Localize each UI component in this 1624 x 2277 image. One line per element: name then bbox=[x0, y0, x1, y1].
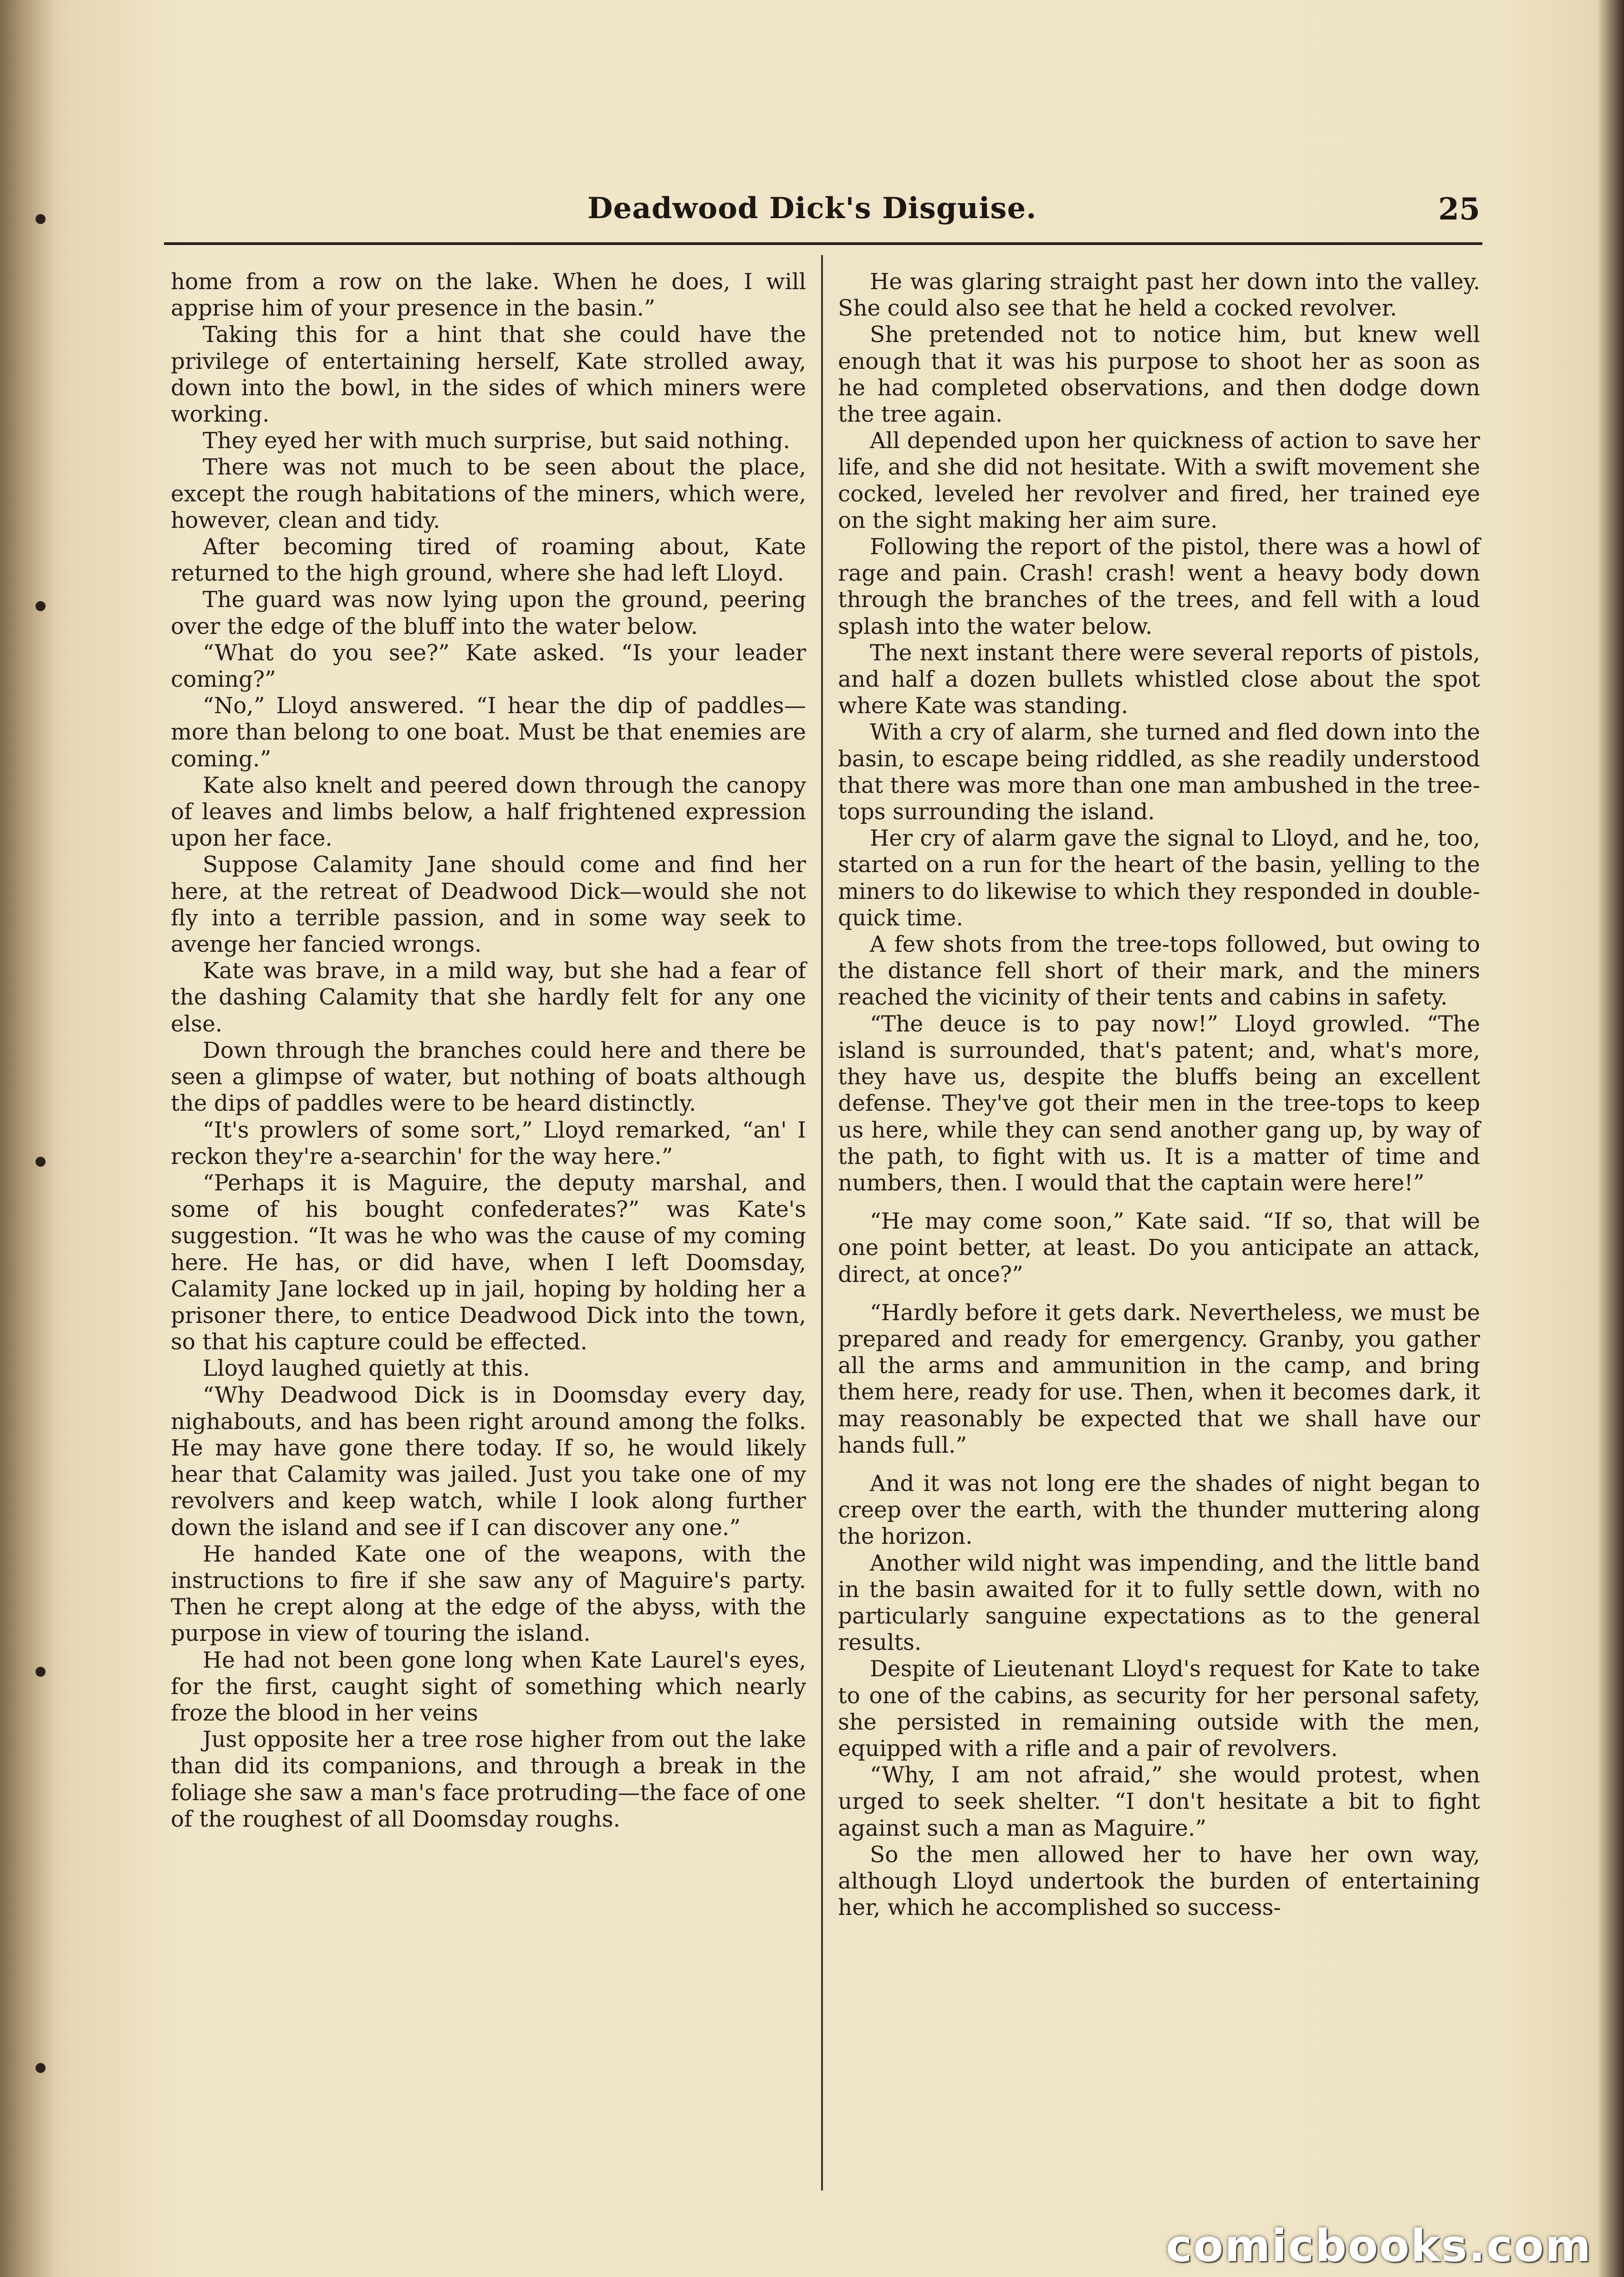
paragraph: “It's prowlers of some sort,” Lloyd remarked, “an' I reckon they're a-searchin' for the way here.” bbox=[171, 1117, 806, 1169]
paragraph: The guard was now lying upon the ground, peering over the edge of the bluff into the water below. bbox=[171, 587, 806, 639]
left-text-column bbox=[171, 269, 806, 1833]
paragraph: With a cry of alarm, she turned and fled down into the basin, to escape being riddled, as she readily understood that there was more than one man ambushed in the tree-tops surrounding the island. bbox=[838, 720, 1480, 825]
paragraph: “No,” Lloyd answered. “I hear the dip of paddles—more than belong to one boat. Must be that enemies are coming.” bbox=[171, 693, 806, 772]
paragraph: Taking this for a hint that she could have the privilege of entertaining herself, Kate strolled away, down into the bowl, in the sides of which miners were working. bbox=[171, 322, 806, 428]
page-edge-shadow bbox=[1597, 0, 1624, 2277]
header-rule bbox=[164, 242, 1482, 245]
paragraph: And it was not long ere the shades of night began to creep over the earth, with the thunder muttering along the horizon. bbox=[838, 1470, 1480, 1550]
paragraph: After becoming tired of roaming about, Kate returned to the high ground, where she had left Lloyd. bbox=[171, 534, 806, 587]
paragraph: There was not much to be seen about the place, except the rough habitations of the miners, which were, however, clean and tidy. bbox=[171, 454, 806, 533]
paragraph: “The deuce is to pay now!” Lloyd growled. “The island is surrounded, that's patent; and, what's more, they have us, despite the bluffs being an excellent defense. They've got their men in the tree-tops to keep us here, while they can send another gang up, by way of the path, to fight with us. It is a matter of time and numbers, then. I would that the captain were here!” bbox=[838, 1011, 1480, 1196]
binding-thread-mark bbox=[36, 601, 46, 611]
binding-thread-mark bbox=[36, 1667, 46, 1677]
paragraph: Down through the branches could here and there be seen a glimpse of water, but nothing of boats although the dips of paddles were to be heard distinctly. bbox=[171, 1037, 806, 1117]
paragraph: Suppose Calamity Jane should come and find her here, at the retreat of Deadwood Dick—would she not fly into a terrible passion, and in some way seek to avenge her fancied wrongs. bbox=[171, 852, 806, 958]
paragraph: “Perhaps it is Maguire, the deputy marshal, and some of his bought confederates?” was Kate's suggestion. “It was he who was the cause of my coming here. He has, or did have, when I left Doomsday, Calamity Jane locked up in jail, hoping by holding her a prisoner there, to entice Deadwood Dick into the town, so that his capture could be effected. bbox=[171, 1170, 806, 1355]
paragraph: Her cry of alarm gave the signal to Lloyd, and he, too, started on a run for the heart of the basin, yelling to the miners to do likewise to which they responded in double-quick time. bbox=[838, 826, 1480, 931]
paragraph: So the men allowed her to have her own way, although Lloyd undertook the burden of entertaining her, which he accomplished so success- bbox=[838, 1842, 1480, 1921]
paragraph: “Hardly before it gets dark. Nevertheless, we must be prepared and ready for emergency. Granby, you gather all the arms and ammunition in the camp, and bring them here, ready for use. Then, when it becomes dark, it may reasonably be expected that we shall have our hands full.” bbox=[838, 1300, 1480, 1458]
running-title: Deadwood Dick's Disguise. bbox=[587, 191, 1037, 225]
paragraph: “Why, I am not afraid,” she would protest, when urged to seek shelter. “I don't hesitate a bit to fight against such a man as Maguire.” bbox=[838, 1762, 1480, 1841]
paragraph: He had not been gone long when Kate Laurel's eyes, for the first, caught sight of something which nearly froze the blood in her veins bbox=[171, 1647, 806, 1726]
paragraph: Kate also knelt and peered down through the canopy of leaves and limbs below, a half frightened expression upon her face. bbox=[171, 772, 806, 852]
paragraph: He was glaring straight past her down into the valley. She could also see that he held a cocked revolver. bbox=[838, 269, 1480, 322]
paragraph: Following the report of the pistol, there was a howl of rage and pain. Crash! crash! went a heavy body down through the branches of the trees, and fell with a loud splash into the water below. bbox=[838, 534, 1480, 639]
paragraph: Another wild night was impending, and the little band in the basin awaited for it to fully settle down, with no particularly sanguine expectations as to the general results. bbox=[838, 1550, 1480, 1656]
paragraph: They eyed her with much surprise, but said nothing. bbox=[203, 428, 790, 454]
paragraph: All depended upon her quickness of action to save her life, and she did not hesitate. With a swift movement she cocked, leveled her revolver and fired, her trained eye on the sight making her aim sure. bbox=[838, 428, 1480, 533]
paragraph: “What do you see?” Kate asked. “Is your leader coming?” bbox=[171, 640, 806, 693]
paragraph: She pretended not to notice him, but knew well enough that it was his purpose to shoot her as soon as he had completed observations, and then dodge down the tree again. bbox=[838, 322, 1480, 428]
paragraph: “He may come soon,” Kate said. “If so, that will be one point better, at least. Do you anticipate an attack, direct, at once?” bbox=[838, 1209, 1480, 1287]
paragraph: He handed Kate one of the weapons, with the instructions to fire if she saw any of Maguire's party. Then he crept along at the edge of the abyss, with the purpose in view of touring the island. bbox=[171, 1541, 806, 1647]
paragraph: Despite of Lieutenant Lloyd's request for Kate to take to one of the cabins, as security for her personal safety, she persisted in remaining outside with the men, equipped with a rifle and a pair of revolvers. bbox=[838, 1656, 1480, 1761]
column-divider bbox=[821, 255, 823, 2190]
paragraph: Just opposite her a tree rose higher from out the lake than did its companions, and through a break in the foliage she saw a man's face protruding—the face of one of the roughest of all Doomsday roughs. bbox=[171, 1727, 806, 1832]
binding-thread-mark bbox=[36, 214, 46, 224]
binding-thread-mark bbox=[36, 2063, 46, 2073]
paragraph: A few shots from the tree-tops followed, but owing to the distance fell short of their mark, and the miners reached the vicinity of their tents and cabins in safety. bbox=[838, 932, 1480, 1011]
page-number: 25 bbox=[1438, 191, 1480, 227]
running-header bbox=[169, 191, 1480, 237]
paragraph: The next instant there were several reports of pistols, and half a dozen bullets whistled close about the spot where Kate was standing. bbox=[838, 640, 1480, 719]
paragraph: Kate was brave, in a mild way, but she had a fear of the dashing Calamity that she hardly felt for any one else. bbox=[171, 958, 806, 1037]
paragraph: “Why Deadwood Dick is in Doomsday every day, nighabouts, and has been right around among the folks. He may have gone there today. If so, he would likely hear that Calamity was jailed. Just you take one of my revolvers and keep watch, while I look along further down the island and see if I can discover any one.” bbox=[171, 1382, 806, 1541]
binding-gutter bbox=[0, 0, 55, 2277]
right-text-column bbox=[838, 269, 1480, 1921]
paragraph: Lloyd laughed quietly at this. bbox=[203, 1356, 530, 1382]
watermark-text: comicbooks.com bbox=[1166, 2221, 1592, 2272]
paragraph: home from a row on the lake. When he does, I will apprise him of your presence in the basin.” bbox=[171, 269, 806, 322]
binding-thread-mark bbox=[36, 1157, 46, 1167]
